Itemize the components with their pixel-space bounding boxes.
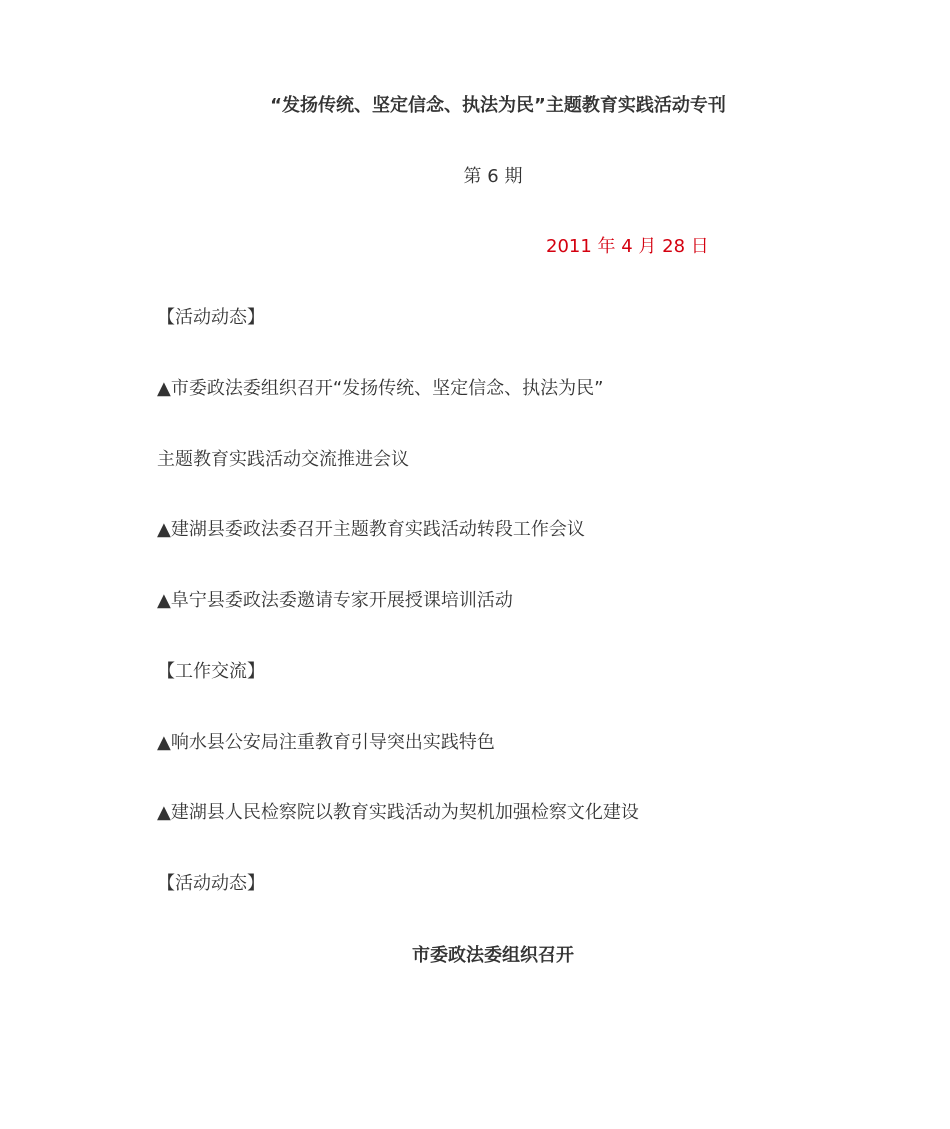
toc-item-4: ▲响水县公安局注重教育引导突出实践特色: [157, 732, 495, 753]
toc-item-5: ▲建湖县人民检察院以教育实践活动为契机加强检察文化建设: [157, 802, 639, 823]
toc-item-3: ▲阜宁县委政法委邀请专家开展授课培训活动: [157, 590, 513, 611]
toc-item-1-line-2: 主题教育实践活动交流推进会议: [157, 449, 409, 470]
issue-date: 2011 年 4 月 28 日: [546, 236, 709, 257]
toc-section-header-activities: 【活动动态】: [157, 307, 265, 328]
article-subheading: 市委政法委组织召开: [412, 945, 574, 966]
body-section-header: 【活动动态】: [157, 873, 265, 894]
toc-section-header-exchange: 【工作交流】: [157, 661, 265, 682]
toc-item-2: ▲建湖县委政法委召开主题教育实践活动转段工作会议: [157, 519, 585, 540]
toc-item-1-line-1: ▲市委政法委组织召开“发扬传统、坚定信念、执法为民”: [157, 378, 604, 399]
document-title: “发扬传统、坚定信念、执法为民”主题教育实践活动专刊: [270, 95, 726, 116]
issue-number: 第 6 期: [463, 166, 523, 187]
